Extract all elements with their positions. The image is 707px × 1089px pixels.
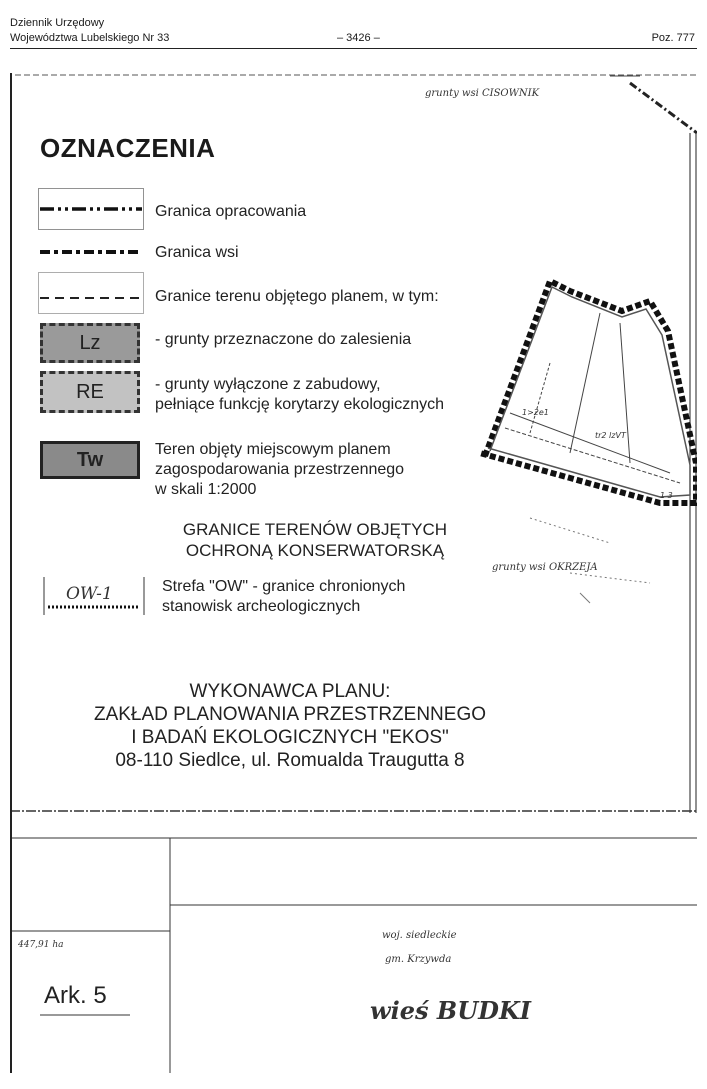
svg-text:1>2e1: 1>2e1 — [522, 408, 549, 417]
plan-area-boundary-symbol — [38, 272, 144, 314]
contractor-line4: 08-110 Siedlce, ul. Romualda Traugutta 8 — [115, 750, 465, 771]
conservation-heading-line2: OCHRONĄ KONSERWATORSKĄ — [185, 541, 445, 560]
journal-title — [10, 16, 169, 46]
plan-boundary — [480, 281, 696, 503]
contractor-line1: WYKONAWCA PLANU: — [189, 681, 391, 702]
map-label-okrzeja: grunty wsi OKRZEJA — [492, 562, 598, 573]
legend-plan-area-boundary: Granice terenu objętego planem, w tym: — [155, 288, 439, 305]
legend-archaeological-line2: stanowisk archeologicznych — [162, 598, 361, 615]
local-plan-area-symbol — [40, 441, 140, 479]
map-left-frame — [10, 73, 12, 1073]
legend-archaeological-zone — [162, 577, 405, 617]
voivodeship-label: woj. siedleckie — [382, 930, 457, 941]
map-label-cisownik: grunty wsi CISOWNIK — [425, 88, 540, 99]
page-number: – 3426 – — [337, 32, 380, 44]
legend-local-plan-line2: zagospodarowania przestrzennego — [155, 461, 405, 478]
journal-line-1: Dziennik Urzędowy — [10, 17, 105, 29]
local-plan-area-code: Tw — [76, 448, 104, 471]
position-number: Poz. 777 — [651, 32, 695, 44]
village-boundary-symbol — [38, 242, 144, 262]
journal-line-2: Województwa Lubelskiego Nr 33 — [10, 32, 170, 44]
study-boundary-symbol — [38, 188, 144, 230]
conservation-heading-line1: GRANICE TERENÓW OBJĘTYCH — [182, 520, 448, 539]
conservation-heading — [130, 519, 500, 561]
legend-afforestation: - grunty przeznaczone do zalesienia — [155, 331, 412, 348]
legend-local-plan-line3: w skali 1:2000 — [155, 481, 257, 498]
village-name: wieś BUDKI — [370, 996, 532, 1025]
contractor-block — [60, 680, 520, 772]
contractor-line2: ZAKŁAD PLANOWANIA PRZESTRZENNEGO — [93, 704, 487, 725]
legend-village-boundary: Granica wsi — [155, 244, 239, 261]
commune-label: gm. Krzywda — [385, 954, 452, 965]
legend-study-boundary: Granica opracowania — [155, 203, 307, 220]
page-header — [10, 14, 697, 49]
svg-text:1 3: 1 3 — [660, 491, 673, 500]
legend-ecological-corridor-line2: pełniące funkcję korytarzy ekologicznych — [155, 396, 445, 413]
svg-text:tr2 lzVT: tr2 lzVT — [595, 431, 626, 440]
contractor-line3: I BADAŃ EKOLOGICZNYCH "EKOS" — [131, 727, 449, 748]
ecological-corridor-code: RE — [76, 380, 104, 403]
legend-local-plan-area — [155, 440, 404, 500]
sheet-number: Ark. 5 — [44, 982, 107, 1009]
legend-archaeological-line1: Strefa "OW" - granice chronionych — [162, 578, 406, 595]
legend-ecological-corridor — [155, 375, 444, 415]
afforestation-symbol — [40, 323, 140, 363]
legend-ecological-corridor-line1: - grunty wyłączone z zabudowy, — [155, 376, 381, 393]
archaeological-zone-code: OW-1 — [66, 584, 113, 604]
area-value: 447,91 ha — [18, 940, 64, 950]
afforestation-code: Lz — [79, 331, 101, 354]
legend-local-plan-line1: Teren objęty miejscowym planem — [155, 441, 391, 458]
legend-title: OZNACZENIA — [40, 133, 216, 163]
ecological-corridor-symbol — [40, 371, 140, 413]
